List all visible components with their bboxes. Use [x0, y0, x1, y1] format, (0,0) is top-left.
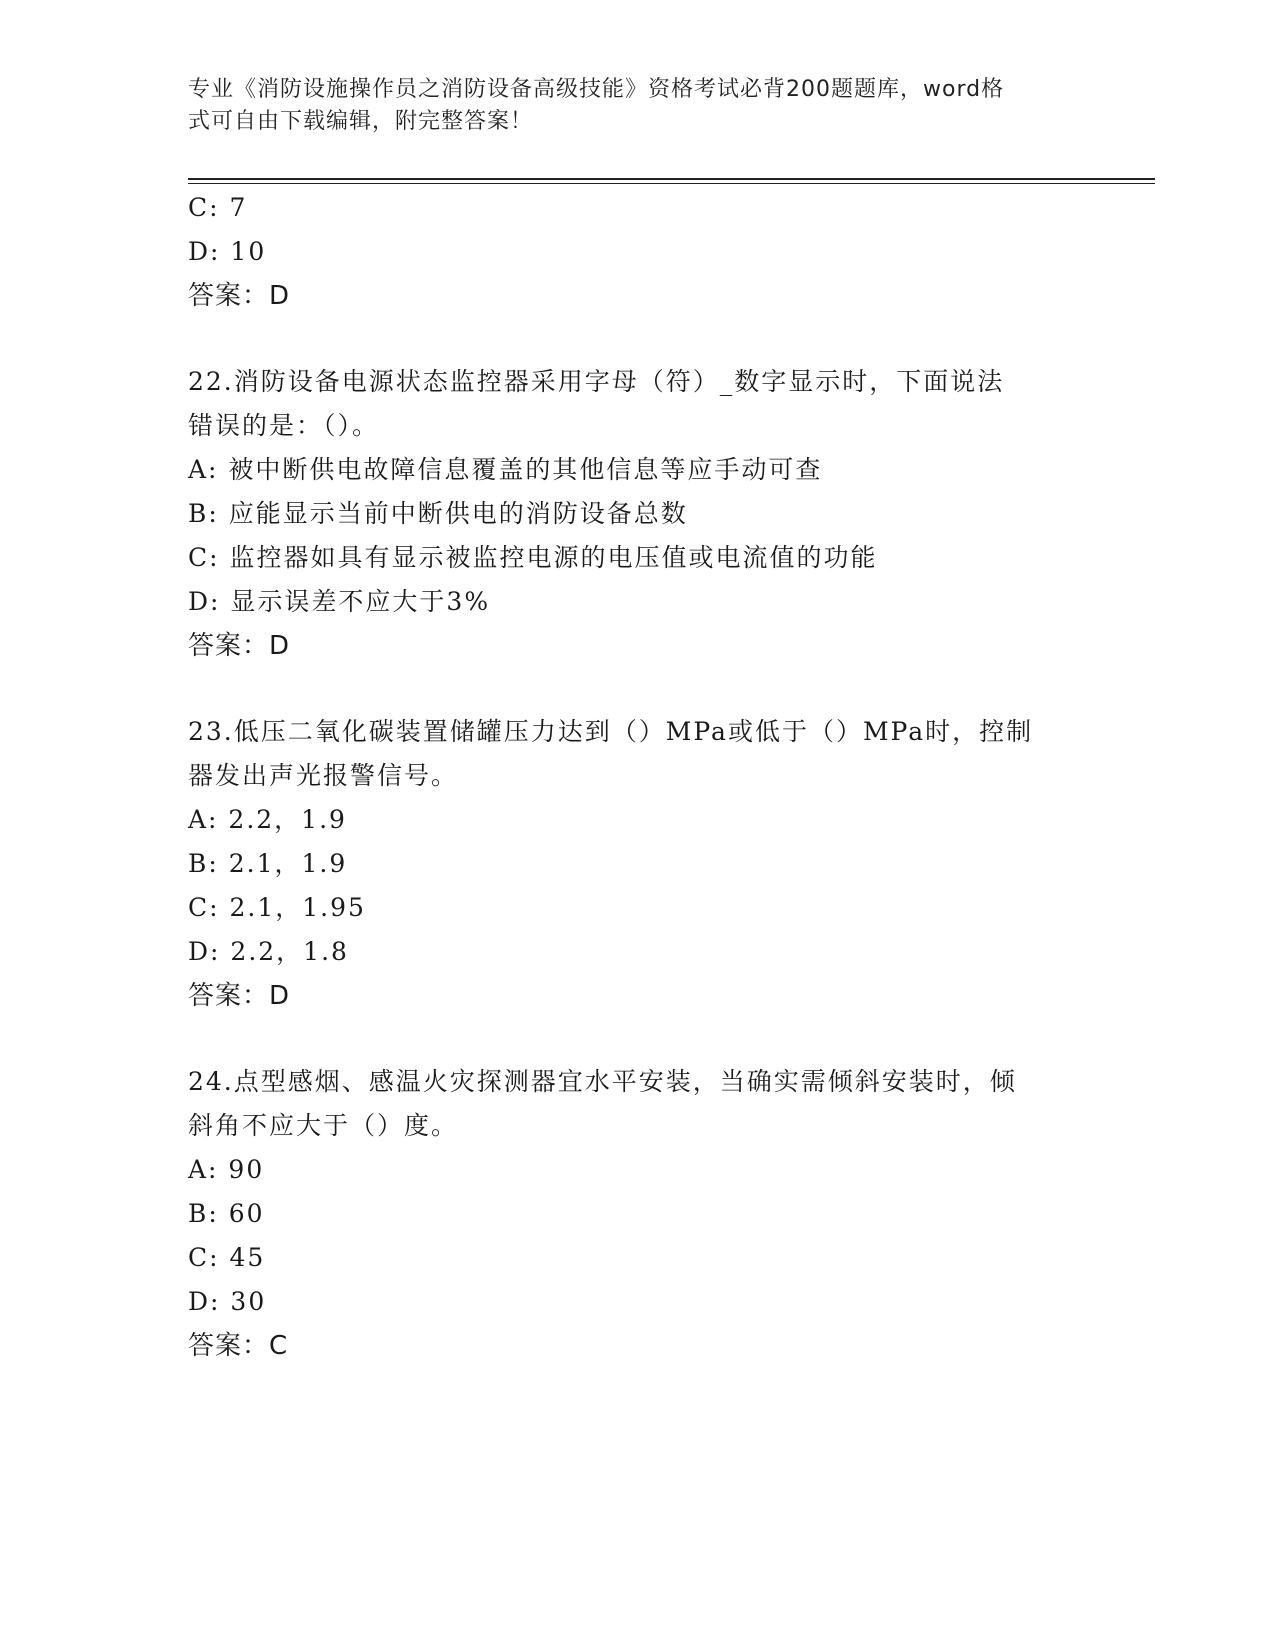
q22-option-d: D: 显示误差不应大于3% [188, 587, 491, 616]
q24-option-c: C: 45 [188, 1243, 266, 1272]
q22-text-line-1: 22.消防设备电源状态监控器采用字母（符）_数字显示时，下面说法 [188, 367, 1005, 396]
q22-text-line-2: 错误的是：（）。 [188, 411, 380, 440]
q23-option-c: C: 2.1，1.95 [188, 893, 366, 922]
header-divider-thin [188, 183, 1155, 184]
prev-option-d: D: 10 [188, 237, 267, 266]
q23-text-line-2: 器发出声光报警信号。 [188, 761, 459, 790]
q23-answer: 答案：D [188, 981, 291, 1011]
q22-option-a: A: 被中断供电故障信息覆盖的其他信息等应手动可查 [188, 455, 823, 484]
q22-answer: 答案：D [188, 631, 291, 661]
q23-option-b: B: 2.1，1.9 [188, 849, 348, 878]
header-line-1: 专业《消防设施操作员之消防设备高级技能》资格考试必背200题题库，word格 [188, 77, 1005, 102]
q23-option-a: A: 2.2，1.9 [188, 805, 347, 834]
q22-option-c: C: 监控器如具有显示被监控电源的电压值或电流值的功能 [188, 543, 878, 572]
q22-option-b: B: 应能显示当前中断供电的消防设备总数 [188, 499, 688, 528]
q24-option-a: A: 90 [188, 1155, 265, 1184]
q24-answer: 答案：C [188, 1331, 289, 1361]
document-header [188, 74, 1068, 138]
q24-text-line-1: 24.点型感烟、感温火灾探测器宜水平安装，当确实需倾斜安装时，倾 [188, 1067, 1017, 1096]
header-line-2: 式可自由下载编辑，附完整答案！ [188, 109, 534, 134]
q23-text-line-1: 23.低压二氧化碳装置储罐压力达到（）MPa或低于（）MPa时，控制 [188, 717, 1034, 746]
header-divider-thick [188, 178, 1155, 180]
q23-option-d: D: 2.2，1.8 [188, 937, 349, 966]
prev-answer: 答案：D [188, 281, 291, 311]
q24-text-line-2: 斜角不应大于（）度。 [188, 1111, 459, 1140]
q24-option-b: B: 60 [188, 1199, 265, 1228]
q24-option-d: D: 30 [188, 1287, 267, 1316]
prev-option-c: C: 7 [188, 193, 248, 222]
